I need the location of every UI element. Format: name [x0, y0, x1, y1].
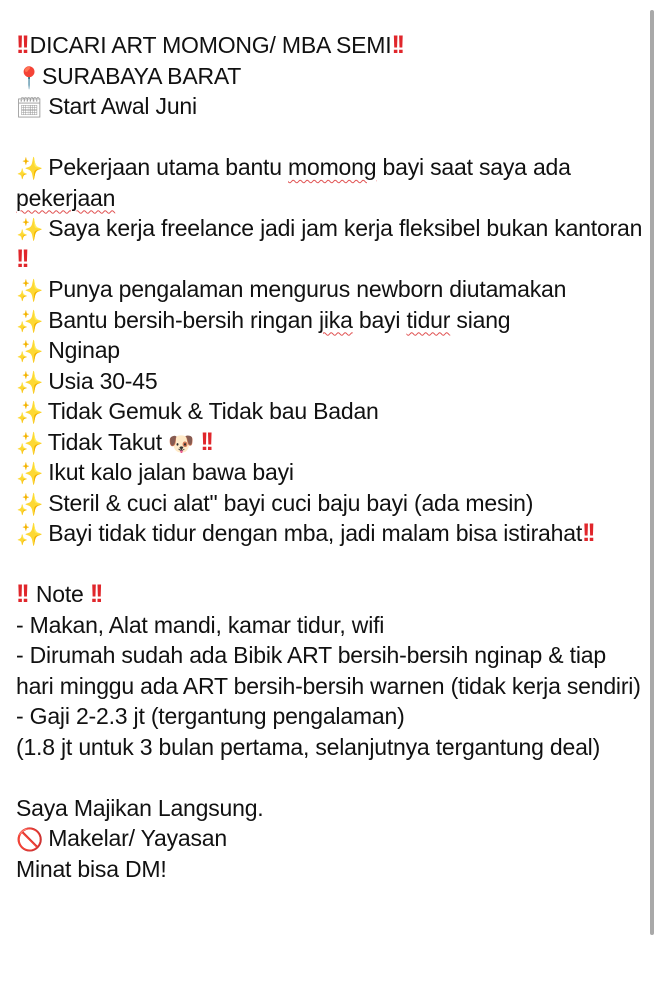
sparkles-icon: ✨	[16, 461, 44, 486]
requirement-text: Steril & cuci alat" bayi cuci baju bayi (ada mesin)	[48, 489, 534, 516]
requirement-text: siang	[450, 306, 511, 333]
requirement-text: bayi saat saya ada	[376, 154, 577, 180]
title-line	[16, 30, 644, 61]
spellcheck-flagged-word: momong	[288, 154, 377, 180]
spacer	[16, 762, 644, 793]
sparkles-icon: ✨	[16, 278, 44, 303]
double-exclamation-icon: !!	[89, 580, 101, 608]
requirement-item	[16, 305, 644, 336]
note-heading	[16, 579, 644, 610]
location-text: SURABAYA BARAT	[42, 62, 242, 89]
job-post-document	[16, 30, 644, 884]
requirement-text: bayi	[352, 306, 407, 333]
no-agents-line	[16, 823, 644, 854]
requirement-item	[16, 427, 644, 458]
requirement-item	[16, 274, 644, 305]
requirement-text: Punya pengalaman mengurus newborn diutamakan	[48, 276, 567, 302]
note-line: - Dirumah sudah ada Bibik ART bersih-bersih nginap & tiap hari minggu ada ART bersih-bersih warnen (tidak kerja sendiri)	[16, 642, 641, 699]
start-date-line	[16, 91, 644, 122]
requirement-item	[16, 488, 644, 519]
sparkles-icon: ✨	[16, 369, 44, 395]
dog-face-icon: 🐶	[168, 432, 195, 456]
sparkles-icon: ✨	[16, 339, 44, 364]
start-date-text: Start Awal Juni	[48, 93, 197, 119]
round-pushpin-icon: 📍	[16, 66, 42, 90]
requirement-text: Nginap	[48, 337, 120, 363]
double-exclamation-icon: !!	[391, 31, 403, 59]
requirement-text: Bayi tidak tidur dengan mba, jadi malam bisa istirahat	[48, 520, 583, 546]
location-line	[16, 61, 644, 92]
sparkles-icon: ✨	[16, 400, 44, 425]
requirement-text: Saya kerja freelance jadi jam kerja fleksibel bukan kantoran	[48, 215, 643, 241]
requirement-item	[16, 335, 644, 366]
requirement-item	[16, 457, 644, 488]
no-agents-text: Makelar/ Yayasan	[48, 825, 227, 851]
sparkles-icon: ✨	[16, 522, 44, 547]
double-exclamation-icon: !!	[582, 519, 593, 547]
double-exclamation-icon: !!	[16, 244, 27, 273]
sparkles-icon: ✨	[16, 308, 44, 334]
requirement-item	[16, 213, 644, 274]
spellcheck-flagged-word: tidur	[406, 306, 451, 333]
post-title: DICARI ART MOMONG/ MBA SEMI	[29, 32, 392, 58]
note-line: - Gaji 2-2.3 jt (tergantung pengalaman)	[16, 703, 405, 729]
double-exclamation-icon: !!	[16, 580, 27, 608]
requirement-item	[16, 396, 644, 427]
requirement-item	[16, 152, 644, 213]
sparkles-icon: ✨	[16, 156, 44, 181]
vertical-scrollbar[interactable]	[650, 10, 654, 935]
requirement-text: Tidak Takut	[47, 428, 162, 455]
note-line: (1.8 jt untuk 3 bulan pertama, selanjutnya tergantung deal)	[16, 733, 601, 760]
note-line: - Makan, Alat mandi, kamar tidur, wifi	[16, 611, 385, 638]
contact-line: Minat bisa DM!	[16, 855, 167, 882]
sparkles-icon: ✨	[16, 217, 44, 242]
sparkles-icon: ✨	[16, 430, 44, 456]
sparkles-icon: ✨	[16, 491, 44, 517]
double-exclamation-icon: !!	[200, 427, 211, 456]
spacer	[16, 122, 644, 153]
requirement-text: Pekerjaan utama bantu	[48, 154, 289, 180]
requirement-text: Tidak Gemuk & Tidak bau Badan	[47, 398, 379, 424]
requirement-text: Ikut kalo jalan bawa bayi	[48, 459, 294, 485]
requirement-item	[16, 366, 644, 397]
employer-line: Saya Majikan Langsung.	[16, 794, 264, 821]
double-exclamation-icon: !!	[16, 31, 27, 59]
requirement-text: Usia 30-45	[48, 367, 158, 394]
spacer	[16, 549, 644, 580]
spiral-calendar-icon: 🗓	[16, 97, 43, 120]
spellcheck-flagged-word: jika	[318, 306, 353, 333]
spellcheck-flagged-word: pekerjaan	[16, 184, 116, 211]
note-heading-text: Note	[35, 581, 84, 607]
requirement-item	[16, 518, 644, 549]
requirement-text: Bantu bersih-bersih ringan	[48, 306, 319, 333]
no-entry-sign-icon: 🚫	[16, 827, 44, 852]
